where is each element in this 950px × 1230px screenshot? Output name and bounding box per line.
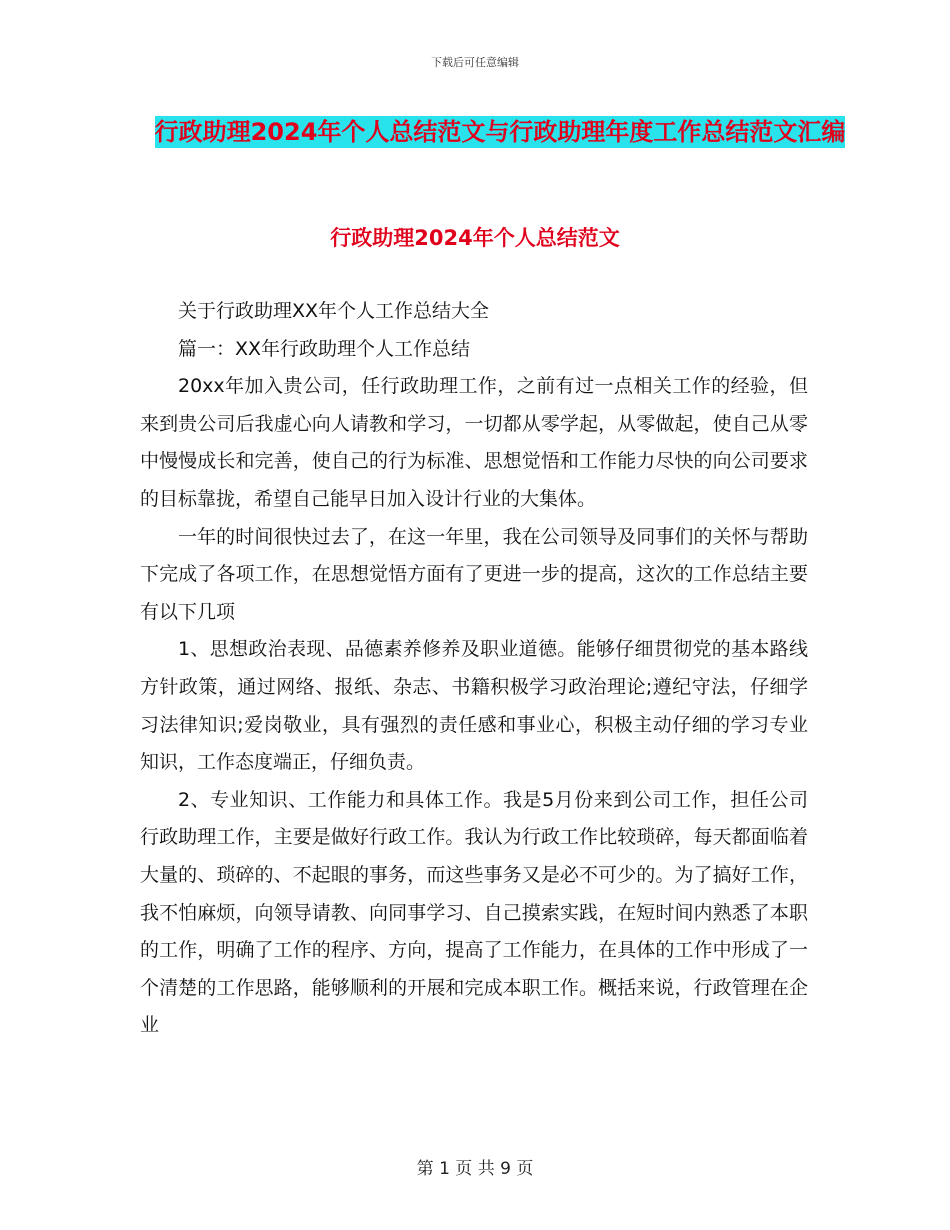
section-title: 行政助理2024年个人总结范文 (330, 226, 620, 250)
page-footer: 第 1 页 共 9 页 (416, 1159, 534, 1179)
header-note: 下载后可任意编辑 (431, 56, 519, 69)
document-body (140, 293, 808, 1045)
body-paragraph: 关于行政助理XX年个人工作总结大全 (178, 300, 490, 322)
document-main-title (140, 110, 860, 154)
body-paragraph: 一年的时间很快过去了，在这一年里，我在公司领导及同事们的关怀与帮助下完成了各项工作，在思想觉悟方面有了更进一步的提高，这次的工作总结主要有以下几项 (140, 525, 808, 623)
body-paragraph: 20xx年加入贵公司，任行政助理工作，之前有过一点相关工作的经验，但来到贵公司后我虚心向人请教和学习，一切都从零学起，从零做起，使自己从零中慢慢成长和完善，使自己的行为标准、思想觉悟和工作能力尽快的向公司要求的目标靠拢，希望自己能早日加入设计行业的大集体。 (140, 375, 808, 510)
main-title-highlight: 行政助理2024年个人总结范文与行政助理年度工作总结范文汇编 (154, 118, 846, 146)
body-paragraph: 篇一：XX年行政助理个人工作总结 (178, 337, 471, 360)
body-paragraph: 2、专业知识、工作能力和具体工作。我是5月份来到公司工作，担任公司行政助理工作，主要是做好行政工作。我认为行政工作比较琐碎，每天都面临着大量的、琐碎的、不起眼的事务，而这些事务又是必不可少的。为了搞好工作，我不怕麻烦，向领导请教、向同事学习、自己摸索实践，在短时间内熟悉了本职的工作，明确了工作的程序、方向，提高了工作能力，在具体的工作中形成了一个清楚的工作思路，能够顺利的开展和完成本职工作。概括来说，行政管理在企业 (140, 788, 808, 1037)
body-paragraph: 1、思想政治表现、品德素养修养及职业道德。能够仔细贯彻党的基本路线方针政策，通过网络、报纸、杂志、书籍积极学习政治理论;遵纪守法，仔细学习法律知识;爱岗敬业，具有强烈的责任感和事业心，积极主动仔细的学习专业知识，工作态度端正，仔细负责。 (140, 638, 808, 774)
